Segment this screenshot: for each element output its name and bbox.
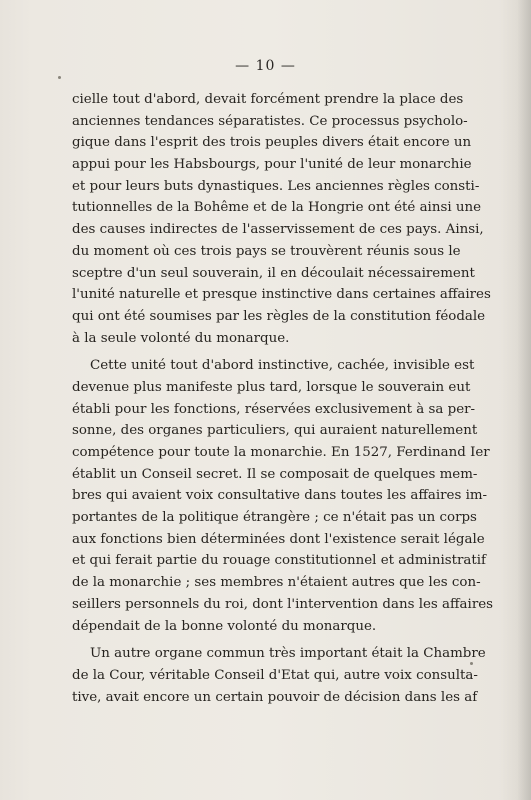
- text-line: portantes de la politique étrangère ; ce n'était pas un corps: [72, 510, 477, 526]
- paragraph: [72, 355, 494, 637]
- body-text: [72, 89, 494, 708]
- paragraph: [72, 89, 491, 349]
- text-line: bres qui avaient voix consultative dans toutes les affaires im-: [72, 488, 488, 504]
- text-line: établit un Conseil secret. Il se composait de quelques mem-: [72, 466, 478, 482]
- text-line: compétence pour toute la monarchie. En 1527, Ferdinand Ier: [72, 445, 490, 460]
- page-edge-shadow: [517, 0, 531, 800]
- text-line: établi pour les fonctions, réservées exclusivement à sa per-: [72, 401, 476, 417]
- page-number: — 10 —: [235, 58, 296, 74]
- text-line: sonne, des organes particuliers, qui auraient naturellement: [72, 423, 478, 439]
- text-line: gique dans l'esprit des trois peuples divers était encore un: [72, 135, 472, 151]
- text-line: qui ont été soumises par les règles de la constitution féodale: [72, 308, 486, 324]
- text-line: aux fonctions bien déterminées dont l'existence serait légale: [72, 531, 485, 547]
- text-line: tive, avait encore un certain pouvoir de décision dans les af: [72, 689, 478, 705]
- text-line: à la seule volonté du monarque.: [72, 330, 290, 346]
- text-line: et qui ferait partie du rouage constitutionnel et administratif: [72, 553, 486, 569]
- text-line: seillers personnels du roi, dont l'intervention dans les affaires: [72, 596, 494, 612]
- text-line: Cette unité tout d'abord instinctive, cachée, invisible est: [90, 358, 475, 374]
- text-line: et pour leurs buts dynastiques. Les anciennes règles consti-: [72, 178, 480, 194]
- text-line: tutionnelles de la Bohême et de la Hongrie ont été ainsi une: [72, 200, 482, 216]
- text-line: dépendait de la bonne volonté du monarque.: [72, 618, 377, 634]
- text-line: des causes indirectes de l'asservissement de ces pays. Ainsi,: [72, 222, 484, 238]
- paragraph: [72, 643, 486, 708]
- text-line: de la Cour, véritable Conseil d'Etat qui, autre voix consulta-: [72, 667, 478, 683]
- text-line: anciennes tendances séparatistes. Ce processus psycholo-: [72, 113, 468, 129]
- text-line: appui pour les Habsbourgs, pour l'unité de leur monarchie: [72, 157, 472, 173]
- paper-speck: [470, 662, 473, 665]
- text-line: devenue plus manifeste plus tard, lorsque le souverain eut: [72, 379, 471, 395]
- text-line: de la monarchie ; ses membres n'étaient autres que les con-: [72, 575, 481, 591]
- text-line: l'unité naturelle et presque instinctive dans certaines affaires: [72, 287, 491, 303]
- text-line: cielle tout d'abord, devait forcément prendre la place des: [72, 92, 464, 107]
- text-line: Un autre organe commun très important était la Chambre: [90, 646, 486, 662]
- text-line: sceptre d'un seul souverain, il en découlait nécessairement: [72, 265, 475, 281]
- paper-speck: [58, 76, 61, 79]
- text-line: du moment où ces trois pays se trouvèrent réunis sous le: [72, 243, 461, 259]
